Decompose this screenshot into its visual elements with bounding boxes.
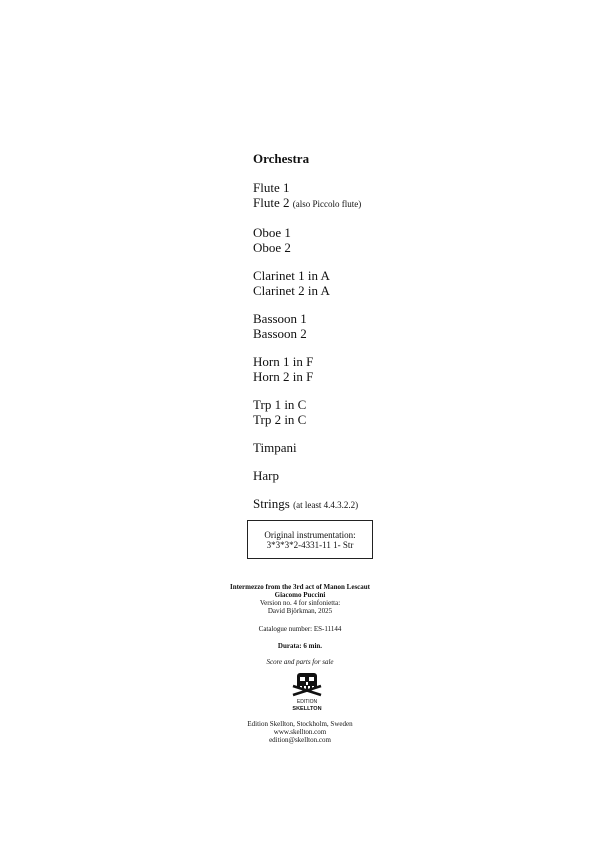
- instrument-name: Trp 1 in C: [253, 397, 307, 412]
- arranger-text: David Björkman, 2025: [267, 607, 333, 615]
- instrument-line: [253, 354, 553, 369]
- instrument-group: [253, 311, 553, 341]
- original-instrumentation-value: 3*3*3*2-4331-11 1- Str: [266, 540, 354, 550]
- instrument-line: [253, 195, 553, 212]
- instrument-group: [253, 496, 553, 513]
- instrument-name: Trp 2 in C: [253, 412, 307, 427]
- instrument-note: (also Piccolo flute): [292, 199, 362, 209]
- instrument-line: [253, 283, 553, 298]
- orchestra-heading: Orchestra: [253, 151, 310, 166]
- instrument-name: Clarinet 2 in A: [253, 283, 330, 298]
- duration: Durata: 6 min.: [277, 642, 323, 650]
- instrument-line: [253, 397, 553, 412]
- instrument-line: [253, 496, 553, 513]
- instrument-name: Oboe 1: [253, 225, 291, 240]
- publisher-info: [200, 720, 400, 744]
- version-text: Version no. 4 for sinfonietta:: [259, 599, 341, 607]
- instrument-name: Flute 1: [253, 180, 290, 195]
- instrument-note: (at least 4.4.3.2.2): [293, 500, 359, 510]
- instrument-group: [253, 397, 553, 427]
- logo-text-line1: EDITION: [296, 699, 318, 705]
- instrument-line: [253, 240, 553, 255]
- instrument-line: [253, 468, 553, 483]
- instrument-line: [253, 311, 553, 326]
- instrument-line: [253, 180, 553, 195]
- instrument-line: [253, 440, 553, 455]
- instrument-line: [253, 412, 553, 427]
- instrument-name: Bassoon 2: [253, 326, 307, 341]
- instrument-group: [253, 225, 553, 255]
- instrument-group: [253, 468, 553, 483]
- work-title: Intermezzo from the 3rd act of Manon Lescaut: [229, 583, 371, 591]
- instrument-name: Clarinet 1 in A: [253, 268, 330, 283]
- publisher-website: www.skellton.com: [273, 728, 327, 736]
- original-instrumentation-box: [247, 520, 373, 559]
- instrument-line: [253, 369, 553, 384]
- instrument-groups: [253, 180, 553, 513]
- publisher-email: edition@skellton.com: [269, 736, 331, 744]
- instrument-name: Strings: [253, 496, 290, 511]
- instrument-name: Flute 2: [253, 195, 290, 210]
- catalogue-number: Catalogue number: ES-11144: [258, 625, 342, 633]
- original-instrumentation-label: Original instrumentation:: [264, 530, 356, 540]
- instrument-name: Timpani: [253, 440, 297, 455]
- work-info: [200, 583, 400, 615]
- instrument-list: [253, 150, 553, 526]
- instrument-line: [253, 225, 553, 240]
- instrument-line: [253, 268, 553, 283]
- instrument-group: [253, 180, 553, 212]
- composer: Giacomo Puccini: [274, 591, 326, 599]
- instrument-name: Horn 1 in F: [253, 354, 314, 369]
- skull-logo-icon: [284, 672, 330, 712]
- availability: Score and parts for sale: [266, 658, 334, 666]
- instrument-name: Bassoon 1: [253, 311, 307, 326]
- instrument-group: [253, 354, 553, 384]
- instrument-name: Oboe 2: [253, 240, 291, 255]
- instrument-name: Harp: [253, 468, 279, 483]
- instrument-group: [253, 268, 553, 298]
- instrument-group: [253, 440, 553, 455]
- publisher-name: Edition Skellton, Stockholm, Sweden: [247, 720, 353, 728]
- instrument-line: [253, 326, 553, 341]
- instrument-name: Horn 2 in F: [253, 369, 314, 384]
- logo-text-line2: SKELLTON: [292, 706, 322, 712]
